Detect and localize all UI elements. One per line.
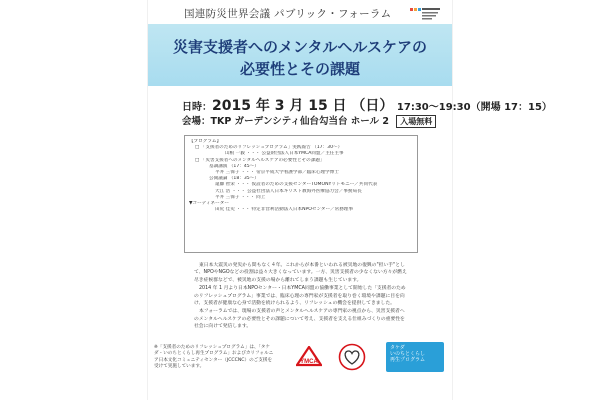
header xyxy=(148,6,452,22)
venue-value: TKP ガーデンシティ仙台勾当台 ホール 2 xyxy=(210,116,389,127)
wcdrr-logo-icon xyxy=(408,6,442,22)
program-line: □ 「支援者のためのリフレッシュプログラム」実践報告 （17：30～） xyxy=(195,145,343,151)
program-line: ▼コーディネーター xyxy=(189,201,229,207)
venue-row xyxy=(182,113,452,128)
date-label: 日時： xyxy=(182,102,212,113)
takeda-program-logo xyxy=(386,342,444,372)
date-value: 2015 年 3 月 15 日 （日） xyxy=(212,98,394,114)
header-title: 国連防災世界会議 パブリック・フォーラム xyxy=(184,8,392,20)
poster xyxy=(148,0,552,400)
program-line: 山根 一毅 ・・・ 公益財団法人日本YMCA同盟／主任主事 xyxy=(225,151,344,157)
program-line: 遠藤 智栄 ・・・ 仮設者のための支援センターTOMONYリトモニー／共同代表 xyxy=(215,182,378,188)
body-paragraph: 2014 年 1 月より日本NPOセンター・日本YMCA同盟の協働事業として開始した「支援者のためのリフレッシュプログラム」事業では、臨床心理の専門家が支援者を取り巻く環境や課題に目を向け、支援者が健康な心身で活動を続けられるよう、リフレッシュの機会を提供してきました。 xyxy=(194,286,406,307)
body-text xyxy=(194,262,408,332)
ymca-logo-text: YMCA xyxy=(300,359,318,365)
program-line: 大江 浩 ・・・ 公益社団法人日本キリスト教海外医療協力会／事務局長 xyxy=(215,188,362,194)
program-line: 基調講演 （17：45～） xyxy=(209,163,259,169)
title-banner xyxy=(148,24,452,86)
heart-logo-icon xyxy=(338,343,366,371)
venue-label: 会場： xyxy=(182,116,211,127)
body-paragraph: 東日本大震災の発災から間もなく４年。これからが本番といわれる被災地の復興の"担い手"として、NPOやNGOなどの役割は益々大きくなっています。一方、災害支援者の少なくない方々が燃え尽き症候群などで、被災地の支援の場から離れてしまう課題も生じています。 xyxy=(194,263,407,283)
time-value: 17:30～19:30（開場 17：15） xyxy=(396,102,552,113)
title-line-2: 必要性とその課題 xyxy=(239,60,360,78)
ymca-logo-icon xyxy=(296,346,322,368)
tag-line-2: いのちとくらし xyxy=(390,351,426,358)
program-box xyxy=(184,135,418,253)
program-line: 平井 三保子 ・・・ 同上 xyxy=(215,194,266,200)
program-line: □ 「災害支援者へのメンタルヘルスケアの必要性とその課題」 xyxy=(195,157,325,163)
title-line-1: 災害支援者へのメンタルヘルスケアの xyxy=(173,38,427,56)
program-heading: 【プログラム】 xyxy=(189,139,222,144)
tag-line-3: 再生プログラム xyxy=(390,357,425,364)
program-line: 公開議論 （18：35～） xyxy=(209,176,259,182)
admission-badge: 入場無料 xyxy=(396,115,436,128)
body-paragraph: 本フォーラムでは、現場の支援者の声とメンタルヘルスケアの専門家の視点から、災害支援者へのメンタルヘルスケアの必要性とその課題について考え、支援者を支える仕組みづくりの重要性を社会に向けて発信します。 xyxy=(194,309,405,330)
date-row xyxy=(182,95,552,115)
program-line: 平井 三保子 ・・・ 帝京平成大学看護学部／臨床心理学博士 xyxy=(215,170,339,176)
tag-line-1: タケダ xyxy=(390,345,405,351)
program-line: 田尻 佳史 ・・・ 特定非営利活動法人日本NPOセンター／常務理事 xyxy=(215,207,354,213)
footer-note: ※「支援者のためのリフレッシュプログラム」は、「タケダ・いのちとくらし再生プログラム」およびカリフォルニア日本文化コミュニティセンター（JCCCNC）のご支援を受けて実施しています。 xyxy=(154,345,274,370)
